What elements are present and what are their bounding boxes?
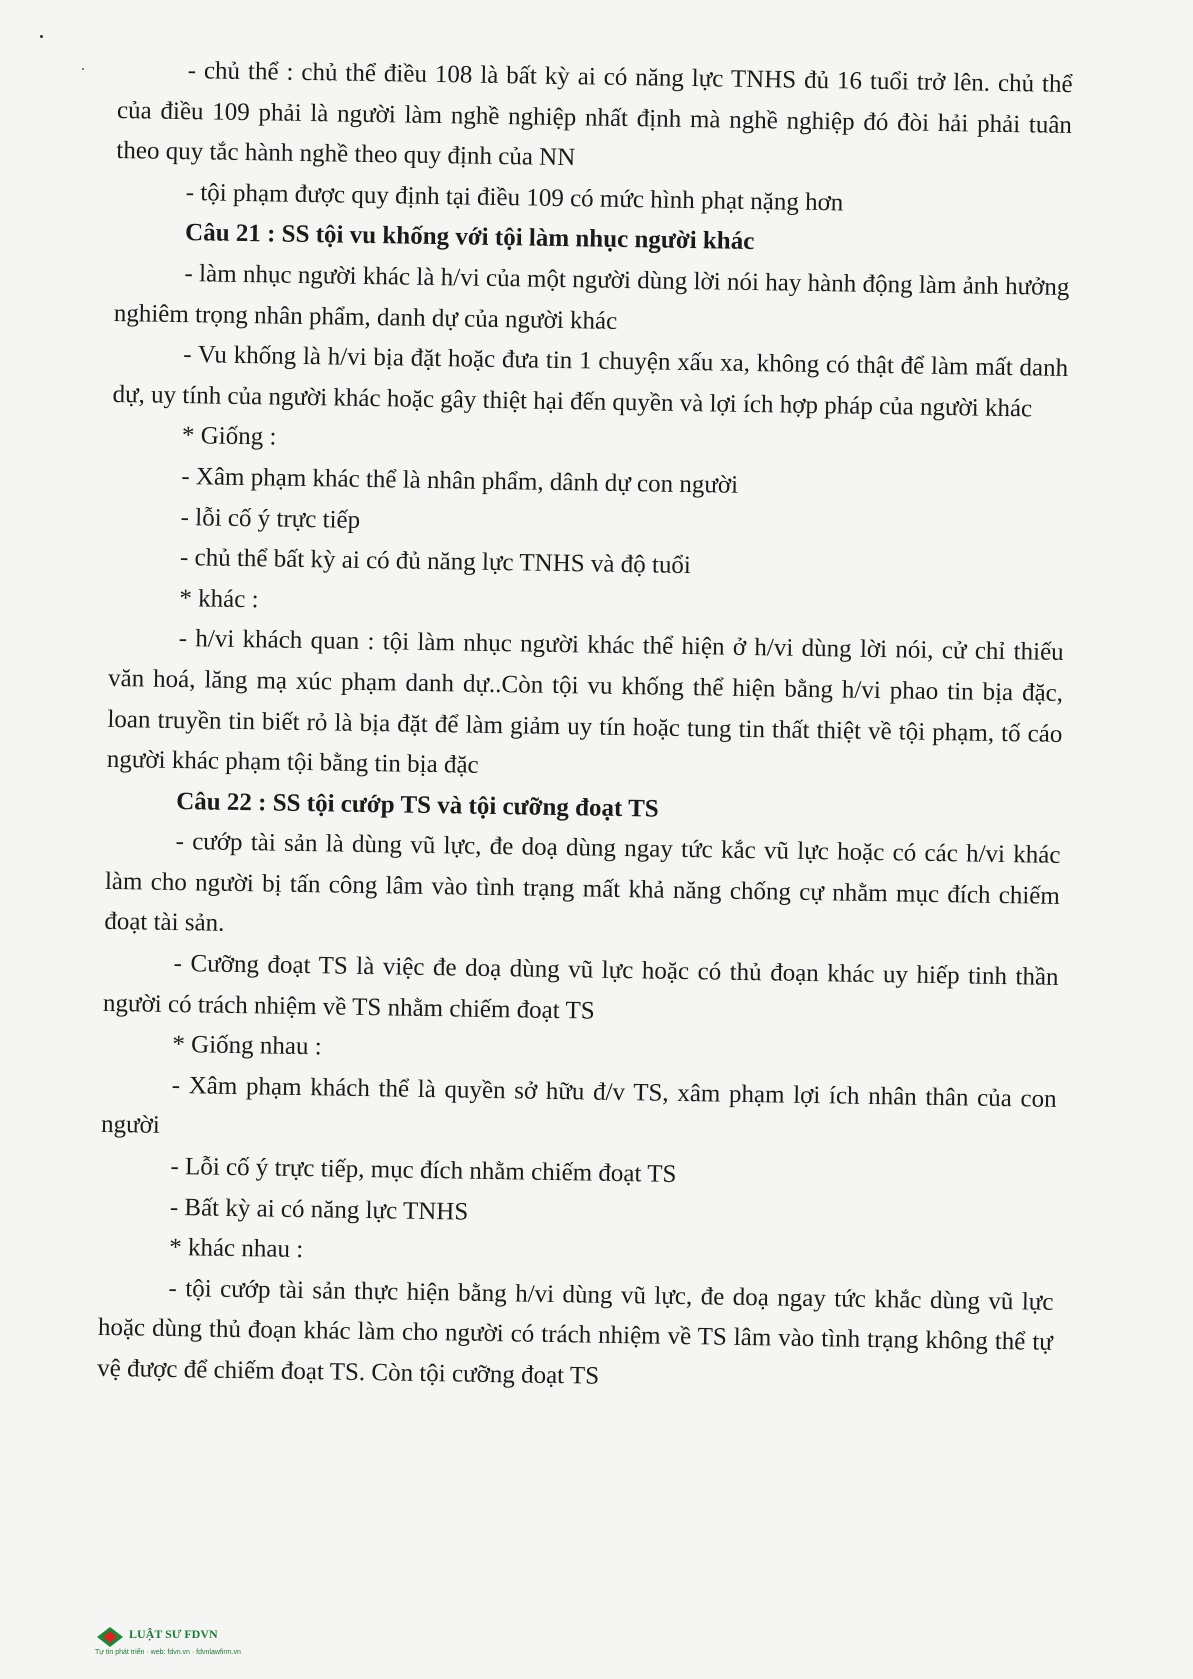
list-item: - lỗi cố ý trực tiếp <box>180 503 361 534</box>
paragraph-subject: - chủ thể : chủ thể điều 108 là bất kỳ ai có năng lực TNHS đủ 16 tuổi trở lên. chủ thể của điều 109 phải là người làm nghề nghiệp nhất định mà nghề nghiệp đó đòi hải phải tuân theo quy tắc hành nghề theo quy định của NN <box>116 57 1073 172</box>
subheading-different: * khác nhau : <box>168 1234 304 1264</box>
scan-speck <box>40 35 43 38</box>
logo-tagline: Tự tin phát triển · web: fdvn.vn · fdvnlawfirm.vn <box>95 1649 241 1656</box>
heading-question-21: Câu 21 : SS tội vu khống với tội làm nhục người khác <box>184 219 755 256</box>
paragraph-insult-definition: - làm nhục người khác là h/vi của một người dùng lời nói hay hành động làm ảnh hưởng nghiêm trọng nhân phẩm, danh dự của người khác <box>113 260 1070 335</box>
subheading-similar: * Giống : <box>181 422 277 451</box>
list-item: - Xâm phạm khác thể là nhân phẩm, dânh dự con người <box>181 462 739 499</box>
document-body <box>97 50 1073 1404</box>
paragraph-objective-act: - h/vi khách quan : tội làm nhục người khác thể hiện ở h/vi dùng lời nói, cử chỉ thiếu văn hoá, lăng mạ xúc phạm danh dự..Còn tội vu khống thể hiện bằng h/vi phao tin bịa đặc, loan truyền tin biết rỏ là bịa đặt để làm giảm uy tín hoặc tung tin thất thiệt về tội phạm, tố cáo người khác phạm tội bằng tin bịa đặc <box>106 625 1064 779</box>
list-item: - Xâm phạm khách thể là quyền sở hữu đ/v TS, xâm phạm lợi ích nhân thân của con người <box>100 1071 1057 1140</box>
footer-logo <box>95 1625 295 1665</box>
list-item: - Lỗi cố ý trực tiếp, mục đích nhằm chiếm đoạt TS <box>170 1152 677 1188</box>
list-item: - chủ thể bất kỳ ai có đủ năng lực TNHS và độ tuổi <box>179 544 692 580</box>
subheading-similar: * Giống nhau : <box>172 1031 322 1061</box>
paragraph-robbery-vs-extortion: - tội cướp tài sản thực hiện bằng h/vi dùng vũ lực, đe doạ ngay tức khắc dùng vũ lực hoặc dùng thủ đoạn khác làm cho người có trách nhiệm về TS lâm vào tình trạng không thể tự vệ được để chiếm đoạt TS. Còn tội cưỡng đoạt TS <box>97 1274 1054 1390</box>
subheading-different: * khác : <box>179 584 259 613</box>
paragraph-robbery-definition: - cướp tài sản là dùng vũ lực, đe doạ dùng ngay tức kắc vũ lực hoặc có các h/vi khác làm cho người bị tấn công lâm vào tình trạng mất khả năng chống cự nhằm mục đích chiếm đoạt tài sản. <box>104 828 1061 938</box>
paragraph-penalty: - tội phạm được quy định tại điều 109 có mức hình phạt nặng hơn <box>185 178 844 217</box>
list-item: - Bất kỳ ai có năng lực TNHS <box>169 1193 469 1226</box>
logo-name: LUẬT SƯ FDVN <box>129 1627 218 1641</box>
paragraph-slander-definition: - Vu khống là h/vi bịa đặt hoặc đưa tin 1 chuyện xấu xa, không có thật để làm mất danh dự, uy tính của người khác hoặc gây thiệt hại đến quyền và lợi ích hợp pháp của người khác <box>112 341 1069 423</box>
logo-mark-icon <box>95 1625 125 1649</box>
heading-question-22: Câu 22 : SS tội cướp TS và tội cưỡng đoạt TS <box>175 787 659 823</box>
scan-speck <box>82 68 84 70</box>
paragraph-extortion-definition: - Cưỡng đoạt TS là việc đe doạ dùng vũ lực hoặc có thủ đoạn khác uy hiếp tinh thần người có trách nhiệm về TS nhằm chiếm đoạt TS <box>102 950 1059 1025</box>
